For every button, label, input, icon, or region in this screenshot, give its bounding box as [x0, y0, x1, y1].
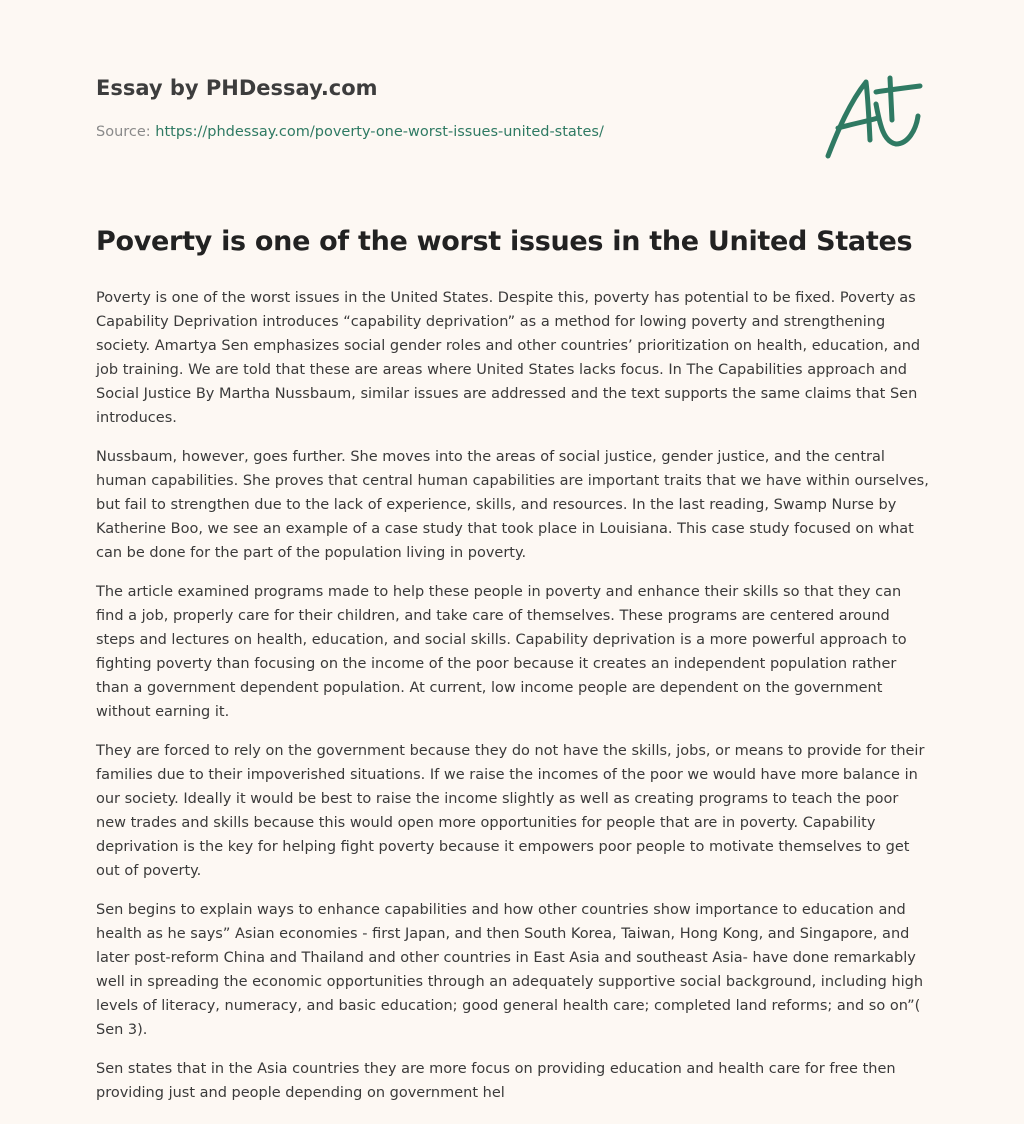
essay-paragraph: Nussbaum, however, goes further. She moves into the areas of social justice, gender justice, and the central human capabilities. She proves that central human capabilities are important traits that we have within ourselves, but fail to strengthen due to the lack of experience, skills, and resources. In the last reading, Swamp Nurse by Katherine Boo, we see an example of a case study that took place in Louisiana. This case study focused on what can be done for the part of the population living in poverty.	[96, 449, 929, 561]
essay-page	[96, 0, 932, 1101]
source-line	[96, 124, 604, 140]
essay-paragraph: Sen states that in the Asia countries they are more focus on providing education and health care for free then providing just and people depending on government hel	[96, 1061, 896, 1101]
a-plus-logo-icon	[822, 68, 926, 164]
essay-paragraph: Poverty is one of the worst issues in the United States. Despite this, poverty has potential to be fixed. Poverty as Capability Deprivation introduces “capability deprivation” as a method for lowing poverty and strengthening society. Amartya Sen emphasizes social gender roles and other countries’ prioritization on health, education, and job training. We are told that these are areas where United States lacks focus. In The Capabilities approach and Social Justice By Martha Nussbaum, similar issues are addressed and the text supports the same claims that Sen introduces.	[96, 290, 921, 426]
source-link[interactable]: https://phdessay.com/poverty-one-worst-issues-united-states/	[155, 124, 604, 140]
site-title: Essay by PHDessay.com	[96, 76, 378, 100]
essay-title: Poverty is one of the worst issues in the United States	[96, 226, 913, 257]
essay-paragraph: The article examined programs made to help these people in poverty and enhance their skills so that they can find a job, properly care for their children, and take care of themselves. These programs are centered around steps and lectures on health, education, and social skills. Capability deprivation is a more powerful approach to fighting poverty than focusing on the income of the poor because it creates an independent population rather than a government dependent population. At current, low income people are dependent on the government without earning it.	[96, 584, 907, 720]
essay-header	[96, 0, 932, 200]
essay-paragraph: They are forced to rely on the government because they do not have the skills, jobs, or means to provide for their families due to their impoverished situations. If we raise the incomes of the poor we would have more balance in our society. Ideally it would be best to raise the income slightly as well as creating programs to teach the poor new trades and skills because this would open more opportunities for people that are in poverty. Capability deprivation is the key for helping fight poverty because it empowers poor people to motivate themselves to get out of poverty.	[96, 743, 925, 879]
essay-body	[96, 286, 932, 1120]
essay-paragraph: Sen begins to explain ways to enhance capabilities and how other countries show importance to education and health as he says” Asian economies - first Japan, and then South Korea, Taiwan, Hong Kong, and Singapore, and later post-reform China and Thailand and other countries in East Asia and southeast Asia- have done remarkably well in spreading the economic opportunities through an adequately supportive social background, including high levels of literacy, numeracy, and basic education; good general health care; completed land reforms; and so on”( Sen 3).	[96, 902, 924, 1038]
source-label: Source:	[96, 124, 156, 140]
